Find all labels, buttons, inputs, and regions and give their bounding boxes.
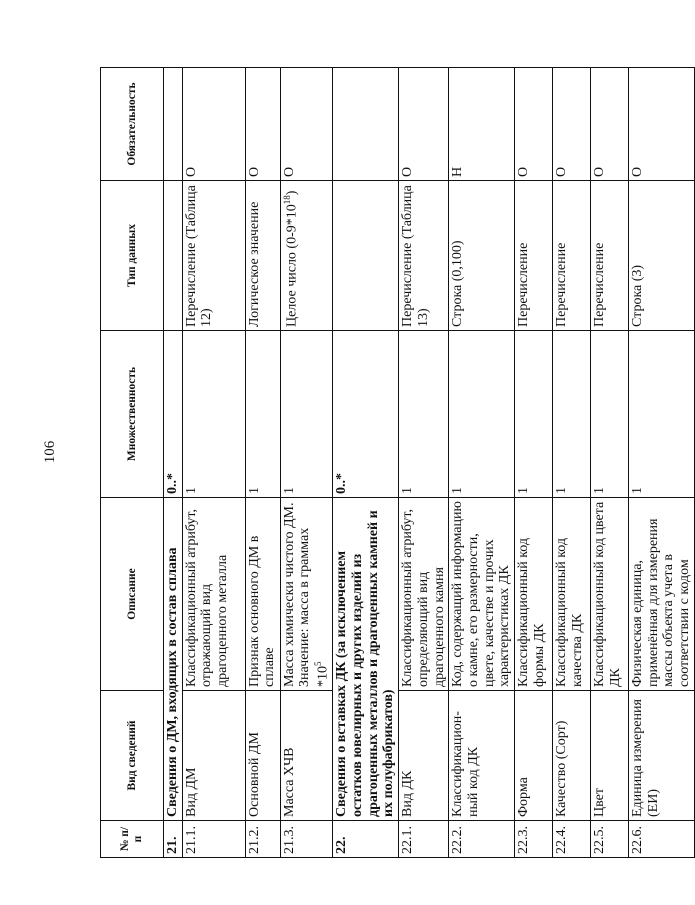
cell-num: 22.1. — [399, 821, 449, 858]
cell-multiplicity: 1 — [449, 331, 515, 498]
cell-description: Классификационный атрибут, определяющий вид драгоценного камня — [399, 498, 449, 691]
cell-kind: Масса ХЧВ — [280, 691, 333, 821]
cell-data-type: Строка (0,100) — [449, 181, 515, 331]
cell-multiplicity: 1 — [591, 331, 629, 498]
header-num: № п/п — [101, 821, 164, 858]
cell-data-type: Перечисление (Таблица 12) — [182, 181, 245, 331]
description-exponent: 5 — [313, 661, 324, 666]
data-type-exponent: 18 — [281, 195, 292, 205]
cell-multiplicity: 1 — [629, 331, 695, 498]
header-description: Описание — [101, 498, 164, 691]
cell-num: 22.6. — [629, 821, 695, 858]
table-row — [280, 68, 333, 858]
data-type-text: Целое число (0-9*10 — [284, 204, 300, 327]
cell-data-type — [280, 181, 333, 331]
cell-required: О — [629, 68, 695, 181]
cell-kind: Цвет — [591, 691, 629, 821]
header-kind: Вид сведений — [101, 691, 164, 821]
cell-multiplicity: 1 — [399, 331, 449, 498]
cell-num: 22. — [333, 821, 399, 858]
table-row — [629, 68, 695, 858]
cell-description: Классификационный код цвета ДК — [591, 498, 629, 691]
cell-multiplicity: 0..* — [164, 331, 183, 498]
header-row — [101, 68, 164, 858]
cell-required: О — [553, 68, 591, 181]
table-row — [553, 68, 591, 858]
cell-required — [164, 68, 183, 181]
cell-num: 22.3. — [515, 821, 553, 858]
cell-required: Н — [449, 68, 515, 181]
cell-required: О — [399, 68, 449, 181]
cell-num: 21. — [164, 821, 183, 858]
cell-data-type: Перечисление — [553, 181, 591, 331]
cell-multiplicity: 1 — [245, 331, 280, 498]
table-row — [591, 68, 629, 858]
table-row — [515, 68, 553, 858]
cell-data-type: Логическое значение — [245, 181, 280, 331]
cell-kind: Качество (Сорт) — [553, 691, 591, 821]
data-type-close: ) — [284, 190, 300, 196]
table-row — [245, 68, 280, 858]
cell-required: О — [182, 68, 245, 181]
cell-data-type: Перечисление — [515, 181, 553, 331]
cell-multiplicity: 1 — [515, 331, 553, 498]
table-row — [182, 68, 245, 858]
cell-description: Код, содержащий информацию о камне, его размерности, цвете, качестве и прочих характеристиках ДК — [449, 498, 515, 691]
cell-kind: Сведения о вставках ДК (за исключением остатков ювелирных и других изделий из драгоценных металлов и драгоценных камней и их полуфабрикатов) — [333, 498, 399, 821]
cell-num: 22.4. — [553, 821, 591, 858]
cell-kind: Классификацион-ный код ДК — [449, 691, 515, 821]
cell-multiplicity: 1 — [553, 331, 591, 498]
cell-kind: Основной ДМ — [245, 691, 280, 821]
cell-kind: Форма — [515, 691, 553, 821]
cell-num: 21.2. — [245, 821, 280, 858]
header-multiplicity: Множественность — [101, 331, 164, 498]
cell-data-type: Перечисление (Таблица 13) — [399, 181, 449, 331]
page-number: 106 — [41, 440, 58, 464]
cell-multiplicity: 1 — [280, 331, 333, 498]
cell-required: О — [591, 68, 629, 181]
cell-description: Признак основного ДМ в сплаве — [245, 498, 280, 691]
table-row — [333, 68, 399, 858]
cell-required — [333, 68, 399, 181]
cell-description: Физическая единица, применённая для измерения массы объекта учета в соответствии с кодом — [629, 498, 695, 691]
cell-kind: Вид ДМ — [182, 691, 245, 821]
cell-num: 22.5. — [591, 821, 629, 858]
table-row — [449, 68, 515, 858]
cell-data-type — [333, 181, 399, 331]
table-row — [164, 68, 183, 858]
cell-required: О — [280, 68, 333, 181]
cell-data-type: Строка (3) — [629, 181, 695, 331]
cell-description: Классификационный код качества ДК — [553, 498, 591, 691]
header-required: Обязательность — [101, 68, 164, 181]
cell-kind: Вид ДК — [399, 691, 449, 821]
cell-required: О — [245, 68, 280, 181]
data-table — [100, 67, 695, 858]
cell-description — [280, 498, 333, 691]
cell-num: 21.1. — [182, 821, 245, 858]
cell-kind: Сведения о ДМ, входящих в состав сплава — [164, 498, 183, 821]
cell-multiplicity: 1 — [182, 331, 245, 498]
table-row — [399, 68, 449, 858]
cell-multiplicity: 0..* — [333, 331, 399, 498]
cell-kind: Единица измерения (ЕИ) — [629, 691, 695, 821]
cell-num: 21.3. — [280, 821, 333, 858]
cell-num: 22.2. — [449, 821, 515, 858]
description-text: Масса химически чистого ДМ. Значение: масса в граммах *10 — [281, 502, 331, 687]
cell-required: О — [515, 68, 553, 181]
cell-data-type — [164, 181, 183, 331]
cell-description: Классификационный атрибут, отражающий вид драгоценного металла — [182, 498, 245, 691]
header-data-type: Тип данных — [101, 181, 164, 331]
cell-data-type: Перечисление — [591, 181, 629, 331]
cell-description: Классификационный код формы ДК — [515, 498, 553, 691]
